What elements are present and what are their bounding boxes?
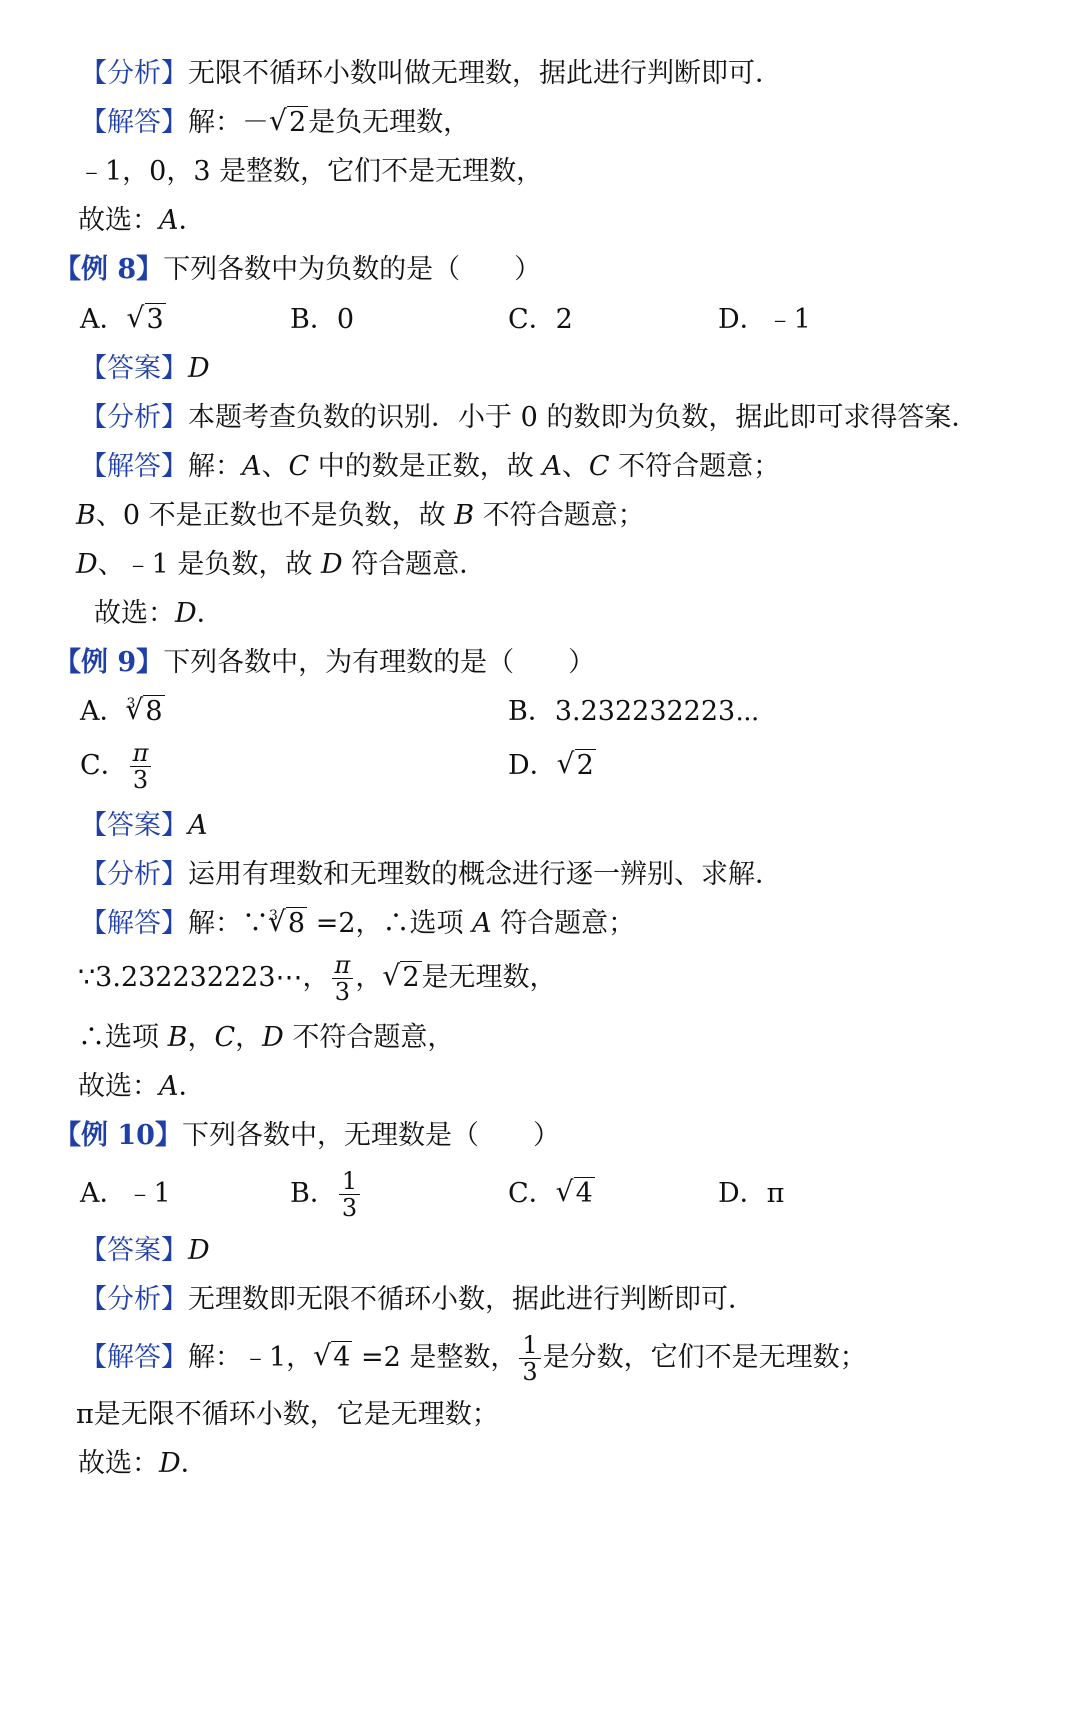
- ex9-solution-1: 【解答】解：∵$^3$√ 8 =2，∴选项 A 符合题意；: [80, 904, 1080, 944]
- option-b: B．0: [290, 304, 355, 335]
- ex9-analysis: [80, 855, 1080, 895]
- solution-tag: 【解答】: [80, 107, 188, 138]
- answer-value: D: [188, 1235, 210, 1266]
- ex8-answer: [80, 349, 1080, 389]
- solution-text: 是负无理数，: [308, 107, 471, 138]
- cbrt-expr: √ 8: [125, 692, 164, 732]
- ex9-options-row2: [0, 738, 1080, 794]
- sqrt-expr: √ 3: [127, 300, 166, 340]
- example-tag: 【例 10】: [54, 1120, 182, 1151]
- analysis-tag: 【分析】: [80, 859, 188, 890]
- answer-tag: 【答案】: [80, 810, 188, 841]
- option-d: D．√ 2: [508, 738, 596, 794]
- choose-letter: D: [159, 1448, 181, 1479]
- prev-analysis-line: [80, 54, 1080, 94]
- question-text: 下列各数中，为有理数的是（ ）: [163, 647, 596, 678]
- answer-value: A: [188, 810, 208, 841]
- option-b: B． $\frac{1}{3}$: [290, 1166, 362, 1222]
- choose-label: 故选：: [94, 598, 175, 629]
- ex8-analysis: [80, 398, 1080, 438]
- ex9-options-row1: [0, 692, 1080, 732]
- option-a: A．√ 3: [80, 300, 166, 340]
- analysis-tag: 【分析】: [80, 402, 188, 433]
- choose-letter: A: [159, 205, 179, 236]
- ex9-choose: 故选：A．: [78, 1071, 206, 1102]
- analysis-text: 无理数即无限不循环小数，据此进行判断即可．: [188, 1284, 755, 1315]
- sqrt-expr: √ 2: [382, 950, 421, 1006]
- solution-text: ﹣1，0，3 是整数，它们不是无理数，: [78, 156, 544, 187]
- ex8-solution-2: B、0 不是正数也不是负数，故 B 不符合题意；: [76, 500, 645, 531]
- sqrt-expr: √ 4: [556, 1166, 595, 1222]
- option-a: A．﹣1: [80, 1178, 171, 1209]
- ex9-question: [54, 643, 1080, 683]
- ex8-solution-1: 【解答】解：A、C 中的数是正数，故 A、C 不符合题意；: [80, 451, 781, 482]
- ex8-options: [0, 300, 1080, 340]
- fraction: $\frac{\pi}{3}$: [332, 952, 354, 1005]
- analysis-text: 运用有理数和无理数的概念进行逐一辨别、求解．: [188, 859, 782, 890]
- option-a: A．$^3$√ 8: [80, 692, 165, 736]
- sqrt-expr: √ 2: [269, 103, 308, 143]
- sqrt-expr: √ 2: [557, 738, 596, 794]
- ex10-options: [0, 1166, 1080, 1222]
- ex9-solution-2: ∵3.232232223⋯， $\frac{\pi}{3}$ ，√ 2是无理数，: [78, 950, 1080, 1006]
- ex8-solution-3: D、﹣1 是负数，故 D 符合题意．: [76, 549, 487, 580]
- solution-tag: 【解答】: [80, 908, 188, 939]
- question-text: 下列各数中，无理数是（ ）: [181, 1120, 560, 1151]
- fraction: $\frac{\pi}{3}$: [130, 740, 152, 793]
- choose-label: 故选：: [78, 1071, 159, 1102]
- ex10-analysis: [80, 1280, 1080, 1320]
- solution-text: 解：: [188, 107, 242, 138]
- solution-tag: 【解答】: [80, 1342, 188, 1373]
- analysis-text: 无限不循环小数叫做无理数，据此进行判断即可．: [188, 58, 782, 89]
- choose-letter: D: [175, 598, 197, 629]
- ex8-choose: 故选：D．: [94, 598, 224, 629]
- option-c: C． $\frac{\pi}{3}$: [80, 738, 153, 794]
- analysis-tag: 【分析】: [80, 58, 188, 89]
- solution-tag: 【解答】: [80, 451, 188, 482]
- prev-choose-line: 故选：A．: [78, 205, 206, 236]
- example-tag: 【例 9】: [54, 647, 164, 678]
- answer-tag: 【答案】: [80, 353, 188, 384]
- option-c: C．2: [508, 304, 573, 335]
- choose-letter: A: [159, 1071, 179, 1102]
- solution-text: π是无限不循环小数，它是无理数；: [76, 1399, 499, 1430]
- answer-value: D: [188, 353, 210, 384]
- answer-tag: 【答案】: [80, 1235, 188, 1266]
- option-d: D．π: [718, 1178, 785, 1209]
- minus-sign: －: [242, 107, 269, 138]
- ex8-question: [54, 250, 1080, 290]
- choose-label: 故选：: [78, 1448, 159, 1479]
- fraction: $\frac{1}{3}$: [339, 1168, 360, 1221]
- option-d: D．﹣1: [718, 304, 811, 335]
- ex10-solution-2: [76, 1395, 1080, 1435]
- prev-solution-line-2: [78, 152, 1080, 192]
- option-c: C．√ 4: [508, 1166, 595, 1222]
- example-tag: 【例 8】: [54, 254, 164, 285]
- fraction: $\frac{1}{3}$: [519, 1332, 540, 1385]
- ex10-question: [54, 1116, 1080, 1156]
- sqrt-expr: √ 4: [313, 1330, 352, 1386]
- choose-label: 故选：: [78, 205, 159, 236]
- analysis-text: 本题考查负数的识别．小于 0 的数即为负数，据此即可求得答案．: [188, 402, 979, 433]
- ex9-answer: [80, 806, 1080, 846]
- ex9-solution-3: ∴选项 B，C，D 不符合题意，: [78, 1022, 455, 1053]
- cbrt-expr: √ 8: [268, 904, 307, 944]
- ex10-answer: [80, 1231, 1080, 1271]
- option-b: B．3.232232223⋯: [508, 696, 760, 727]
- question-text: 下列各数中为负数的是（ ）: [163, 254, 542, 285]
- analysis-tag: 【分析】: [80, 1284, 188, 1315]
- prev-solution-line: [80, 103, 1080, 143]
- ex10-solution-1: 【解答】解：﹣1，√ 4 =2 是整数， $\frac{1}{3}$ 是分数，它们不是无理数；: [80, 1330, 1080, 1386]
- ex10-choose: 故选：D．: [78, 1448, 208, 1479]
